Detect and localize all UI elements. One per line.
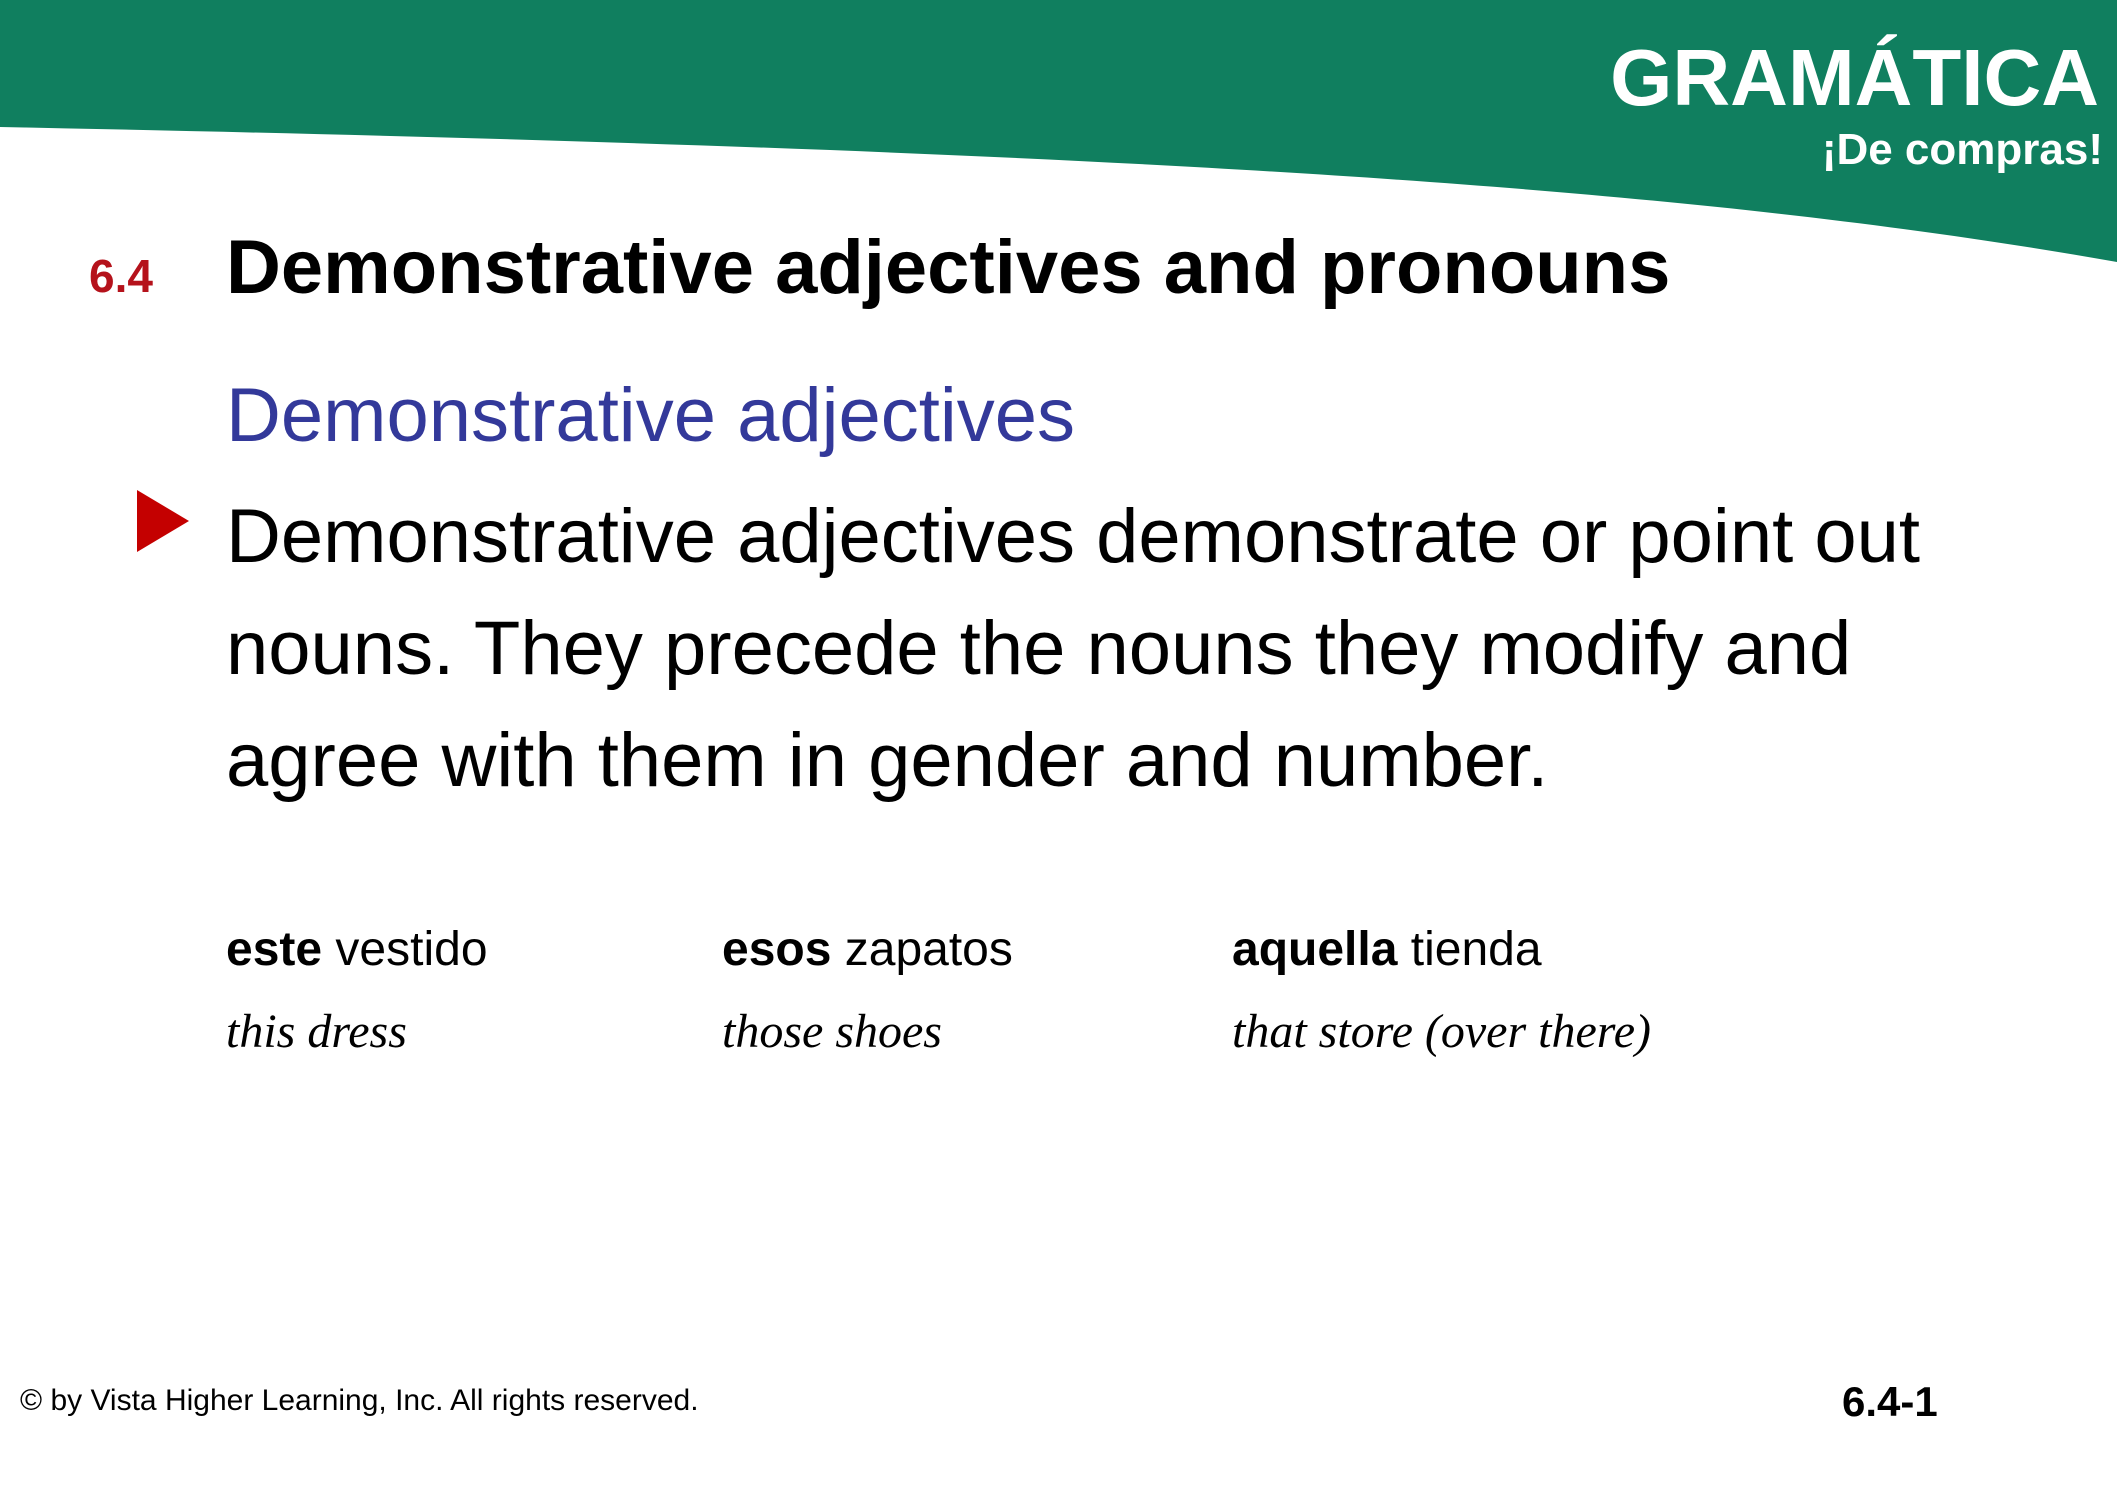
subheading: Demonstrative adjectives — [226, 373, 1076, 458]
example-item — [1232, 922, 1651, 1059]
example-demonstrative: esos — [722, 923, 832, 976]
banner-subtitle: ¡De compras! — [1821, 125, 2103, 174]
example-noun: zapatos — [844, 923, 1013, 976]
example-item — [722, 922, 1013, 1059]
section-number: 6.4 — [89, 250, 153, 302]
example-translation: those shoes — [722, 1005, 942, 1059]
banner-title: GRAMÁTICA — [1610, 33, 2099, 122]
example-noun: vestido — [335, 923, 488, 976]
copyright-notice: © by Vista Higher Learning, Inc. All rights reserved. — [20, 1384, 699, 1417]
slide-number: 6.4-1 — [1842, 1378, 1938, 1425]
example-demonstrative: este — [226, 923, 323, 976]
section-title: Demonstrative adjectives and pronouns — [226, 225, 1671, 310]
example-noun: tienda — [1410, 923, 1542, 976]
example-translation: that store (over there) — [1232, 1005, 1651, 1059]
example-demonstrative: aquella — [1232, 923, 1398, 976]
example-item — [226, 922, 488, 1059]
example-translation: this dress — [226, 1005, 407, 1059]
triangle-right-icon — [137, 490, 189, 552]
bullet-text: Demonstrative adjectives demonstrate or point out nouns. They precede the nouns they modify and agree with them in gender and number. — [226, 494, 1920, 803]
